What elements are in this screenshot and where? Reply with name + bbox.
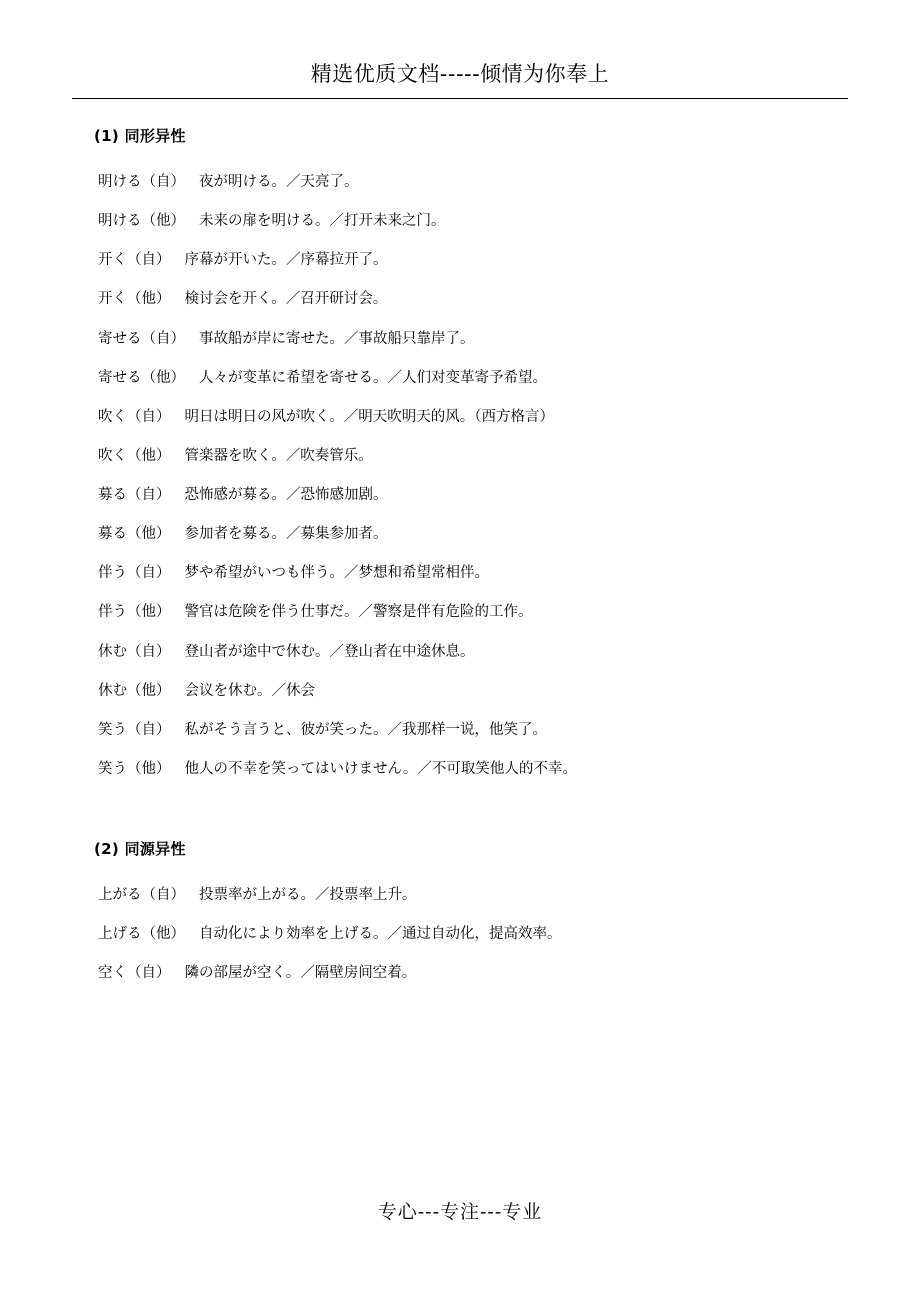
entry-lemma: 上がる（自） — [98, 887, 185, 903]
entry-row — [98, 904, 848, 943]
entry-row — [98, 700, 848, 739]
entry-lemma: 寄せる（自） — [98, 330, 185, 347]
entry-example: 私がそう言うと、彼が笑った。／我那样一说，他笑了。 — [184, 721, 547, 738]
entry-row — [98, 426, 848, 465]
entry-row — [98, 191, 848, 230]
entry-example: 未来の扉を明ける。／打开未来之门。 — [199, 213, 446, 230]
entry-row — [98, 152, 848, 191]
entry-example: 他人の不幸を笑ってはいけません。／不可取笑他人的不幸。 — [184, 760, 577, 777]
entry-example: 人々が变革に希望を寄せる。／人们对变革寄予希望。 — [199, 369, 547, 386]
entry-row — [98, 661, 848, 700]
page-header — [72, 0, 848, 99]
entry-lemma: 上げる（他） — [98, 926, 185, 943]
entry-lemma: 募る（自） — [98, 487, 171, 503]
entry-example: 会议を休む。／休会 — [184, 682, 315, 699]
entry-example: 登山者が途中で休む。／登山者在中途休息。 — [184, 643, 475, 660]
entry-lemma: 明ける（自） — [98, 174, 185, 190]
entry-lemma: 笑う（他） — [98, 760, 171, 777]
document-body — [72, 99, 848, 982]
entry-lemma: 空く（自） — [98, 965, 171, 982]
header-banner-text: 精选优质文档-----倾情为你奉上 — [310, 62, 610, 86]
entry-example: 参加者を募る。／募集参加者。 — [184, 526, 388, 543]
entry-row — [98, 865, 848, 904]
entry-row — [98, 269, 848, 308]
entry-lemma: 伴う（他） — [98, 604, 171, 621]
entry-row — [98, 230, 848, 269]
entry-row — [98, 543, 848, 582]
entry-example: 隣の部屋が空く。／隔壁房间空着。 — [184, 965, 417, 982]
entry-example: 序幕が开いた。／序幕拉开了。 — [184, 252, 388, 269]
entry-lemma: 募る（他） — [98, 526, 171, 543]
entry-lemma: 休む（自） — [98, 643, 171, 660]
entry-row — [98, 943, 848, 982]
entry-example: 自动化により効率を上げる。／通过自动化，提高效率。 — [199, 926, 562, 943]
entry-row — [98, 348, 848, 387]
entry-example: 梦や希望がいつも伴う。／梦想和希望常相伴。 — [184, 565, 489, 582]
entry-example: 恐怖感が募る。／恐怖感加剧。 — [184, 487, 388, 503]
entry-example: 検讨会を开く。／召开研讨会。 — [184, 291, 388, 308]
entry-example: 投票率が上がる。／投票率上升。 — [199, 887, 417, 903]
section-title-1: (1) 同形异性 — [94, 127, 186, 145]
entry-row — [98, 387, 848, 426]
entry-example: 管楽器を吹く。／吹奏管乐。 — [184, 447, 373, 464]
entry-example: 明日は明日の风が吹く。／明天吹明天的风。（西方格言） — [184, 408, 554, 425]
entry-example: 事故船が岸に寄せた。／事故船只靠岸了。 — [199, 330, 475, 347]
entry-lemma: 休む（他） — [98, 682, 171, 699]
entry-row — [98, 504, 848, 543]
page-footer-text: 专心---专注---专业 — [377, 1201, 543, 1223]
entry-lemma: 明ける（他） — [98, 213, 185, 230]
entry-row — [98, 739, 848, 778]
entry-lemma: 寄せる（他） — [98, 369, 185, 386]
entry-lemma: 吹く（他） — [98, 447, 171, 464]
entry-lemma: 开く（自） — [98, 252, 171, 269]
entry-lemma: 伴う（自） — [98, 565, 171, 582]
entry-row — [98, 309, 848, 348]
entry-row — [98, 582, 848, 621]
entry-row — [98, 622, 848, 661]
entry-row — [98, 465, 848, 504]
entry-lemma: 开く（他） — [98, 291, 171, 308]
entry-lemma: 吹く（自） — [98, 408, 171, 425]
entry-example: 夜が明ける。／天亮了。 — [199, 174, 359, 190]
entry-example: 警官は危険を伴う仕事だ。／警察是伴有危险的工作。 — [184, 604, 533, 621]
entry-lemma: 笑う（自） — [98, 721, 171, 738]
section-title-2: (2) 同源异性 — [94, 840, 186, 858]
